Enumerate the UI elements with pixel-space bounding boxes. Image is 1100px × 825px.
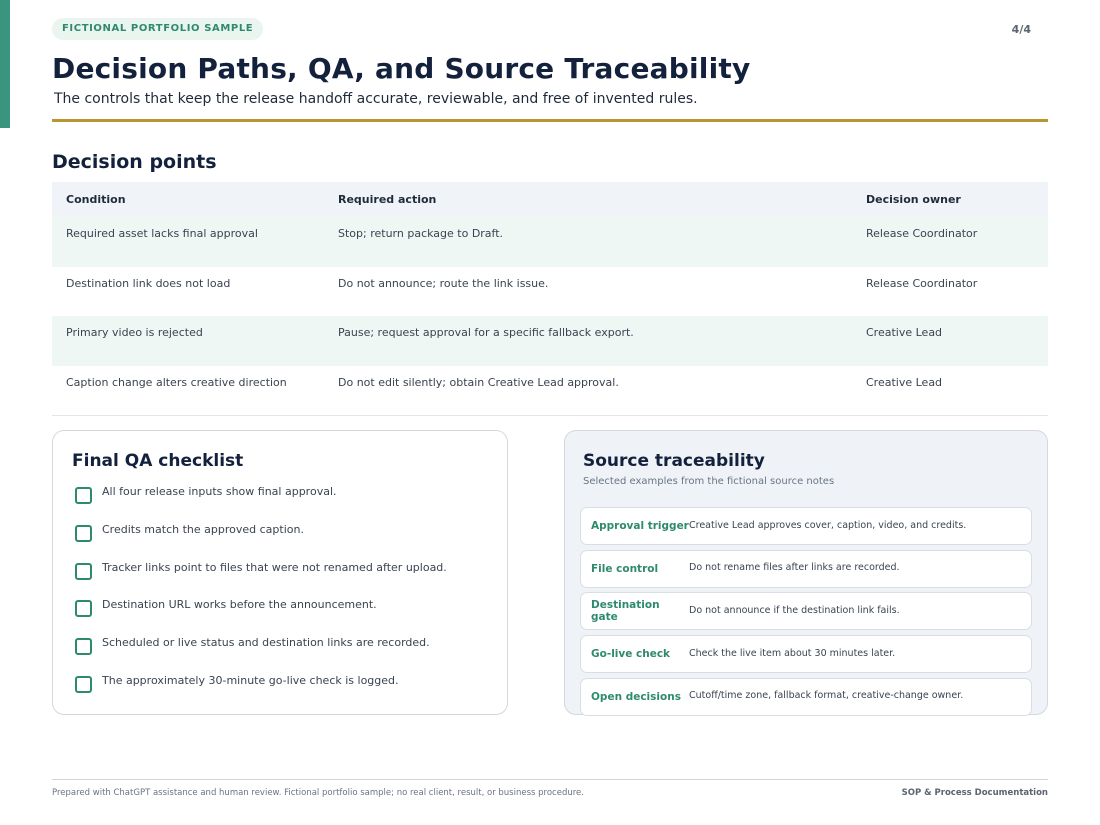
cell-owner: Creative Lead bbox=[866, 375, 943, 389]
source-key: Go-live check bbox=[591, 648, 671, 661]
source-row bbox=[580, 678, 1032, 716]
table-header bbox=[52, 182, 1048, 217]
cell-condition: Primary video is rejected bbox=[66, 326, 203, 339]
qa-checklist-card bbox=[52, 430, 508, 715]
checklist-item bbox=[75, 674, 447, 712]
checklist-item-label: Scheduled or live status and destination links are recorded. bbox=[102, 636, 430, 650]
page-title: Decision Paths, QA, and Source Traceability bbox=[52, 52, 751, 85]
checkbox[interactable] bbox=[75, 525, 92, 542]
checklist-item-label: Credits match the approved caption. bbox=[102, 522, 304, 536]
source-key: File control bbox=[591, 562, 659, 575]
checkbox[interactable] bbox=[75, 638, 92, 655]
checklist-item-label: Tracker links point to files that were not renamed after upload. bbox=[102, 560, 447, 574]
source-value: Check the live item about 30 minutes later. bbox=[689, 647, 896, 659]
source-row bbox=[580, 507, 1032, 545]
sample-tag: FICTIONAL PORTFOLIO SAMPLE bbox=[52, 18, 263, 40]
source-row bbox=[580, 550, 1032, 588]
footer-label: SOP & Process Documentation bbox=[901, 788, 1048, 798]
source-value: Cutoff/time zone, fallback format, creative-change owner. bbox=[689, 690, 964, 702]
qa-checklist bbox=[75, 485, 447, 712]
checklist-item-label: All four release inputs show final approval. bbox=[102, 485, 337, 498]
cell-action: Pause; request approval for a specific fallback export. bbox=[338, 326, 634, 339]
footer-divider bbox=[52, 779, 1048, 780]
source-list bbox=[580, 507, 1032, 720]
source-key: Destination gate bbox=[591, 599, 660, 624]
cell-owner: Release Coordinator bbox=[866, 276, 978, 290]
page-subtitle: The controls that keep the release handoff accurate, reviewable, and free of invented rules. bbox=[54, 91, 698, 107]
source-traceability-card bbox=[564, 430, 1048, 715]
cell-condition: Required asset lacks final approval bbox=[66, 227, 258, 240]
cell-condition: Destination link does not load bbox=[66, 276, 231, 290]
source-value: Do not rename files after links are recorded. bbox=[689, 562, 900, 574]
source-value: Creative Lead approves cover, caption, video, and credits. bbox=[689, 519, 967, 531]
table-row bbox=[52, 217, 1048, 267]
column-header-condition: Condition bbox=[66, 193, 126, 206]
title-divider bbox=[52, 119, 1048, 122]
section-divider bbox=[52, 415, 1048, 416]
checklist-item bbox=[75, 485, 447, 523]
source-key: Open decisions bbox=[591, 690, 681, 703]
source-traceability-title: Source traceability bbox=[583, 451, 765, 471]
cell-condition: Caption change alters creative direction bbox=[66, 375, 287, 389]
qa-checklist-title: Final QA checklist bbox=[72, 451, 244, 471]
cell-owner: Creative Lead bbox=[866, 326, 943, 339]
source-row bbox=[580, 592, 1032, 630]
checklist-item bbox=[75, 561, 447, 599]
checkbox[interactable] bbox=[75, 600, 92, 617]
cell-action: Stop; return package to Draft. bbox=[338, 227, 504, 240]
page-number: 4/4 bbox=[1011, 23, 1031, 36]
column-header-owner: Decision owner bbox=[866, 193, 961, 206]
cell-owner: Release Coordinator bbox=[866, 227, 978, 240]
footer-note: Prepared with ChatGPT assistance and human review. Fictional portfolio sample; no real client, result, or business procedure. bbox=[52, 788, 584, 798]
cell-action: Do not announce; route the link issue. bbox=[338, 276, 549, 290]
checklist-item-label: The approximately 30-minute go-live check is logged. bbox=[102, 673, 399, 687]
accent-bar bbox=[0, 0, 10, 128]
table-row bbox=[52, 366, 1048, 416]
source-key: Approval trigger bbox=[591, 520, 689, 532]
source-value: Do not announce if the destination link fails. bbox=[689, 604, 900, 616]
checklist-item bbox=[75, 598, 447, 636]
table-row bbox=[52, 316, 1048, 366]
decision-table bbox=[52, 182, 1048, 415]
column-header-action: Required action bbox=[338, 193, 437, 206]
table-row bbox=[52, 267, 1048, 317]
decision-points-heading: Decision points bbox=[52, 151, 217, 173]
source-traceability-subtitle: Selected examples from the fictional source notes bbox=[583, 476, 835, 487]
source-row bbox=[580, 635, 1032, 673]
checklist-item bbox=[75, 523, 447, 561]
cell-action: Do not edit silently; obtain Creative Lead approval. bbox=[338, 375, 619, 389]
checklist-item bbox=[75, 636, 447, 674]
checkbox[interactable] bbox=[75, 563, 92, 580]
checklist-item-label: Destination URL works before the announcement. bbox=[102, 598, 377, 612]
checkbox[interactable] bbox=[75, 487, 92, 504]
checkbox[interactable] bbox=[75, 676, 92, 693]
